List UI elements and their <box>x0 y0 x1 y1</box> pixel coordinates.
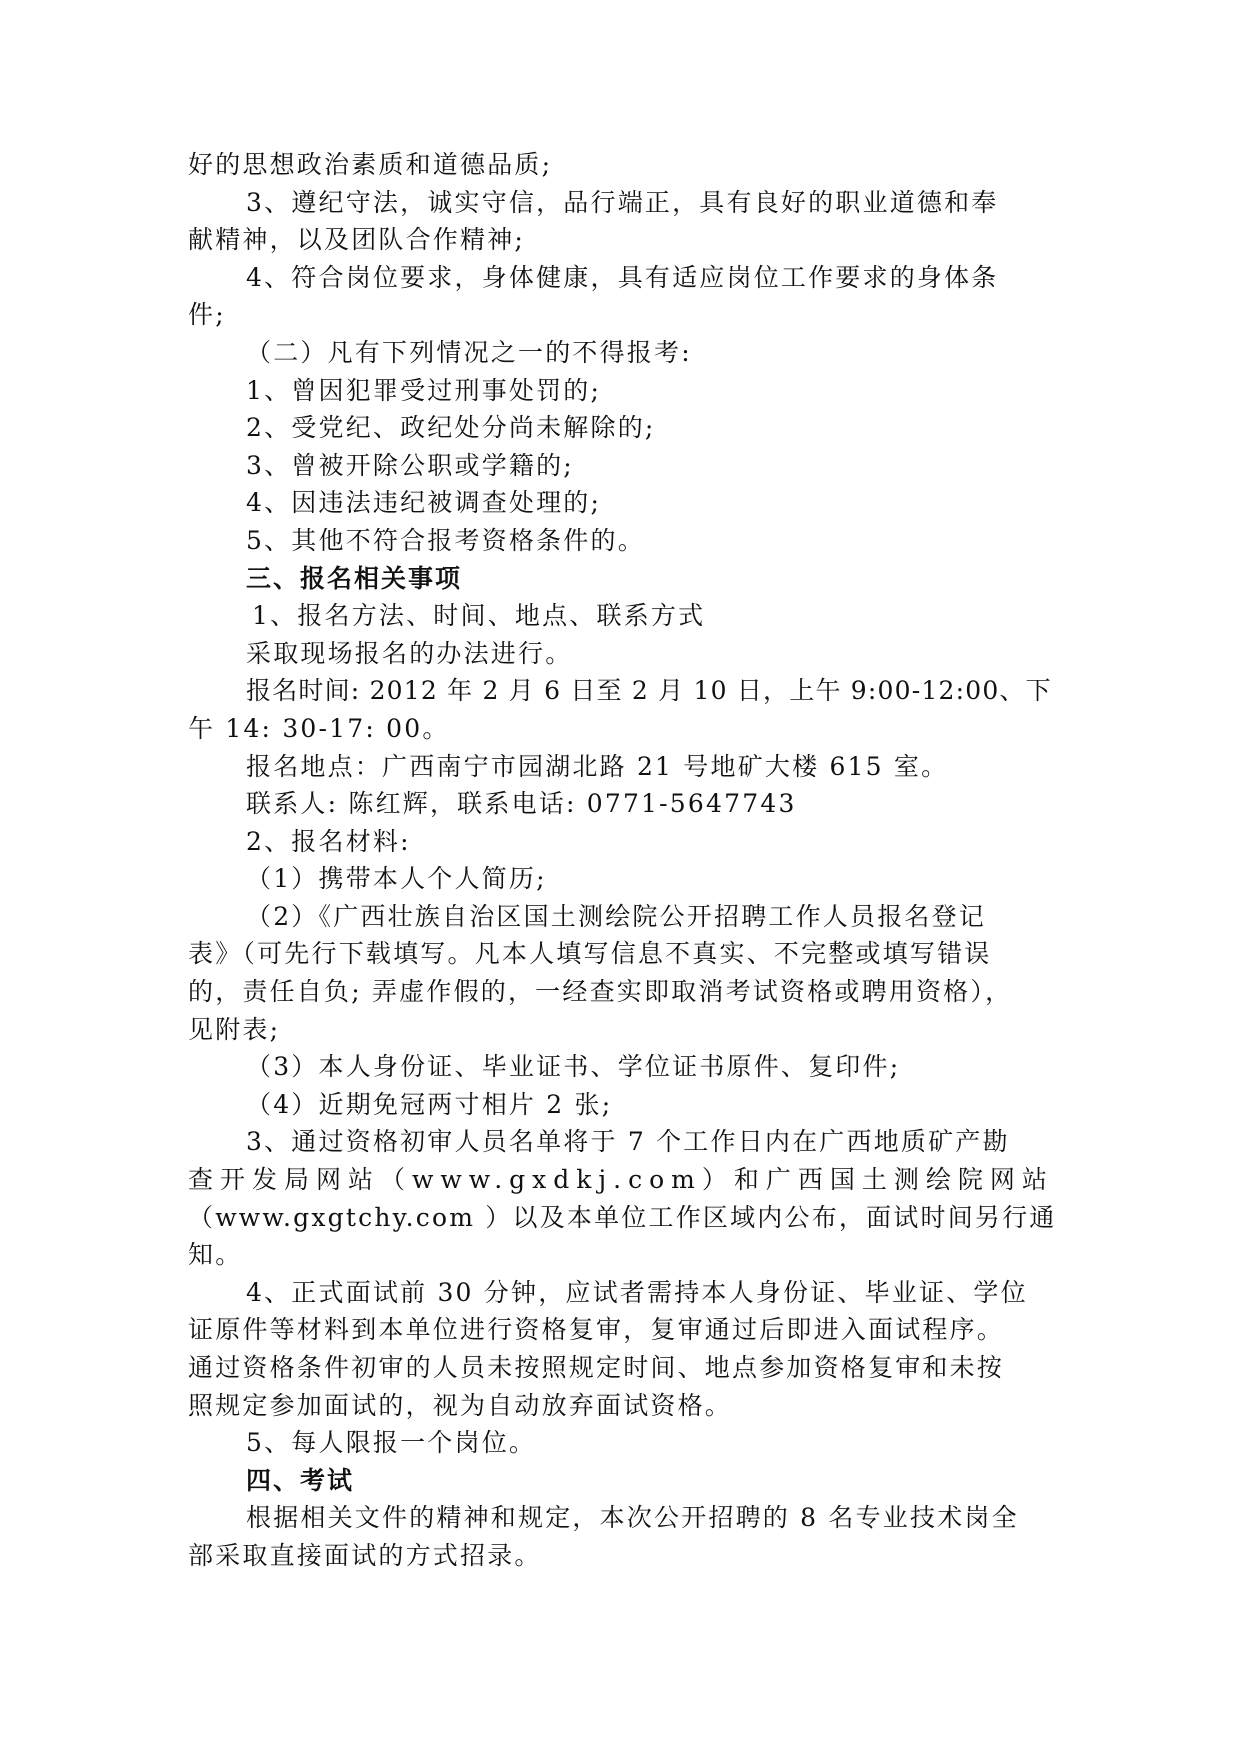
text-line: 4、正式面试前 30 分钟，应试者需持本人身份证、毕业证、学位 <box>246 1277 1028 1307</box>
text-line: 午 14: 30-17: 00。 <box>188 713 450 743</box>
section-heading: 三、报名相关事项 <box>246 563 463 593</box>
text-line: 的，责任自负; 弄虚作假的，一经查实即取消考试资格或聘用资格）， <box>188 977 1013 1007</box>
text-line: 表》（可先行下载填写。凡本人填写信息不真实、不完整或填写错误 <box>188 939 992 969</box>
text-line: 报名地点：广西南宁市园湖北路 21 号地矿大楼 615 室。 <box>246 751 949 781</box>
text-line: 4、符合岗位要求，身体健康，具有适应岗位工作要求的身体条 <box>246 262 999 292</box>
text-line: 献精神，以及团队合作精神; <box>188 225 526 255</box>
text-line: 报名时间: 2012 年 2 月 6 日至 2 月 10 日，上午 9:00-12:00、下 <box>246 676 1052 706</box>
text-line: 联系人: 陈红辉，联系电话: 0771-5647743 <box>246 789 797 819</box>
text-line: 3、通过资格初审人员名单将于 7 个工作日内在广西地质矿产勘 <box>246 1127 1010 1157</box>
section-heading: 四、考试 <box>246 1465 355 1495</box>
text-line: （1）携带本人个人简历; <box>246 864 547 894</box>
text-line: 根据相关文件的精神和规定，本次公开招聘的 8 名专业技术岗全 <box>246 1503 1019 1533</box>
text-line: （4）近期免冠两寸相片 2 张; <box>246 1089 613 1119</box>
text-line: 通过资格条件初审的人员未按照规定时间、地点参加资格复审和未按 <box>188 1353 1005 1382</box>
document-body <box>188 146 1068 1575</box>
text-line: （3）本人身份证、毕业证书、学位证书原件、复印件; <box>246 1052 901 1082</box>
text-line: 采取现场报名的办法进行。 <box>246 638 573 668</box>
text-line: 部采取直接面试的方式招录。 <box>188 1540 542 1570</box>
text-line: 2、受党纪、政纪处分尚未解除的; <box>246 413 656 443</box>
text-line: 件; <box>188 300 226 330</box>
text-line: 3、曾被开除公职或学籍的; <box>246 450 574 480</box>
text-line: 证原件等材料到本单位进行资格复审，复审通过后即进入面试程序。 <box>188 1315 1005 1345</box>
text-line: （www.gxgtchy.com ）以及本单位工作区域内公布，面试时间另行通 <box>188 1202 1057 1232</box>
text-line: 3、遵纪守法，诚实守信，品行端正，具有良好的职业道德和奉 <box>246 187 999 217</box>
text-line: 5、其他不符合报考资格条件的。 <box>246 525 645 555</box>
text-line: 1、曾因犯罪受过刑事处罚的; <box>246 375 602 405</box>
text-line: 知。 <box>188 1240 243 1270</box>
text-line: （2）《广西壮族自治区国土测绘院公开招聘工作人员报名登记 <box>246 901 987 931</box>
text-line: 5、每人限报一个岗位。 <box>246 1428 537 1458</box>
text-line: 1、报名方法、时间、地点、联系方式 <box>252 601 706 631</box>
text-line: 照规定参加面试的，视为自动放弃面试资格。 <box>188 1390 733 1420</box>
text-line: 4、因违法违纪被调查处理的; <box>246 488 602 518</box>
text-line: 2、报名材料: <box>246 826 411 856</box>
text-line: 好的思想政治素质和道德品质; <box>188 150 553 179</box>
text-line: 见附表; <box>188 1014 281 1044</box>
text-line: 查开发局网站（www.gxdkj.com）和广西国土测绘院网站 <box>188 1165 1054 1195</box>
text-line: （二）凡有下列情况之一的不得报考: <box>246 337 692 367</box>
